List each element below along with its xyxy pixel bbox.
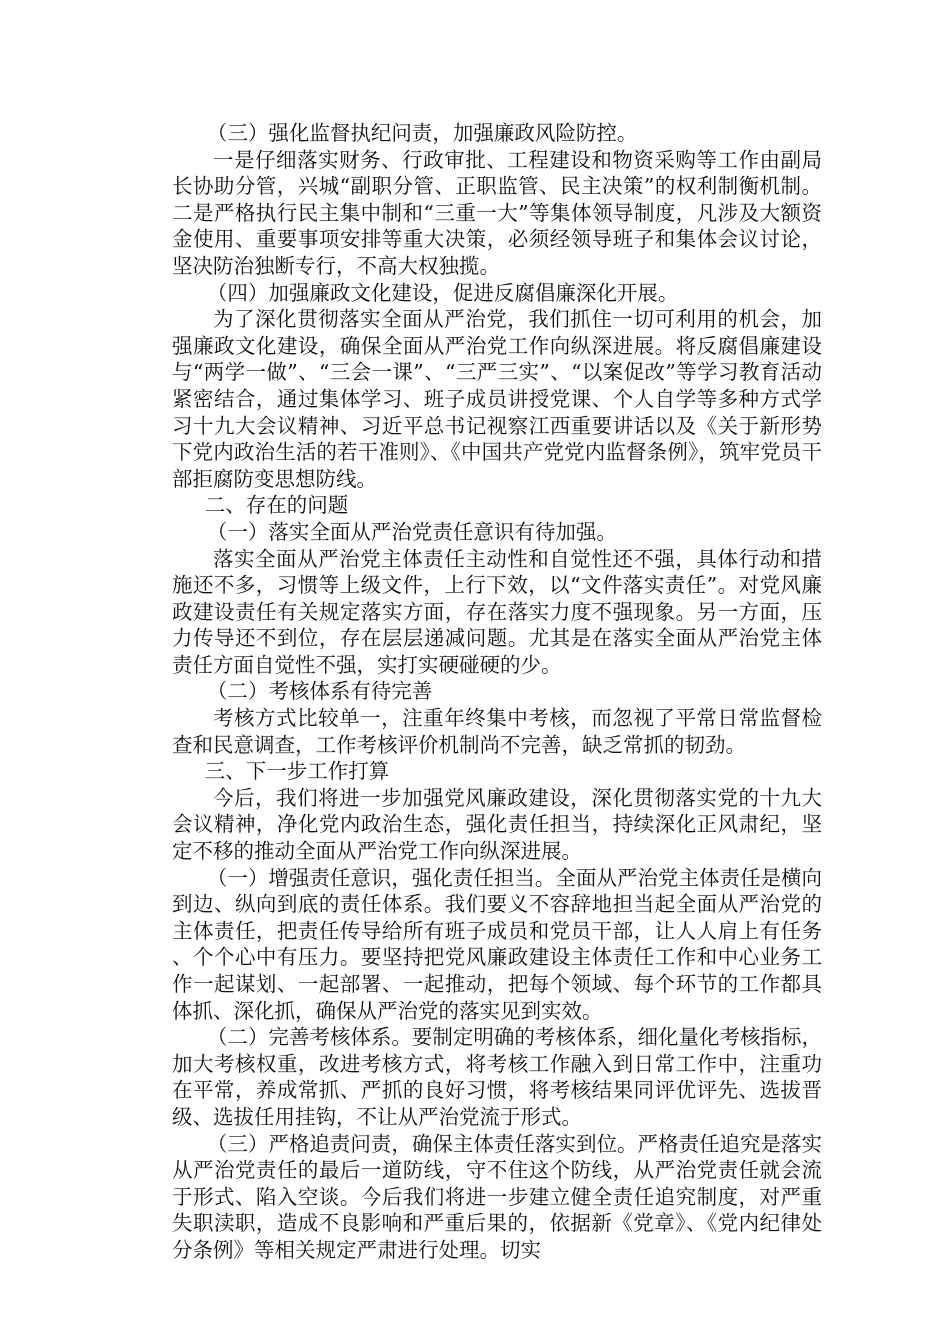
paragraph-strengthen-responsibility: （一）增强责任意识，强化责任担当。全面从严治党主体责任是横向到边、纵向到底的责任体系。我们要义不容辞地担当起全面从严治党的主体责任，把责任传导给所有班子成员和党员干部，让人人肩上有任务、个个心中有压力。要坚持把党风廉政建设主体责任工作和中心业务工作一起谋划、一起部署、一起推动，把每个领域、每个环节的工作都具体抓、深化抓，确保从严治党的落实见到实效。 [172,865,822,1023]
paragraph-assessment-system: 考核方式比较单一，注重年终集中考核，而忽视了平常日常监督检查和民意调查，工作考核评价机制尚不完善，缺乏常抓的韧劲。 [172,706,822,757]
paragraph-improve-assessment: （二）完善考核体系。要制定明确的考核体系，细化量化考核指标，加大考核权重，改进考核方式，将考核工作融入到日常工作中，注重功在平常，养成常抓、严抓的良好习惯，将考核结果同评优评先、选拔晋级、选拔任用挂钩，不让从严治党流于形式。 [172,1025,822,1129]
chapter-heading-next-steps: 三、下一步工作打算 [204,759,390,784]
chapter-heading-problems: 二、存在的问题 [204,493,349,518]
paragraph-integrity-culture: 为了深化贯彻落实全面从严治党，我们抓住一切可利用的机会，加强廉政文化建设，确保全面从严治党工作向纵深进展。将反腐倡廉建设与“两学一做”、“三会一课”、“三严三实”、“以案促改”等学习教育活动紧密结合，通过集体学习、班子成员讲授党课、个人自学等多种方式学习十九大会议精神、习近平总书记视察江西重要讲话以及《关于新形势下党内政治生活的若干准则》、《中国共产党党内监督条例》，筑牢党员干部拒腐防变思想防线。 [172,307,822,491]
paragraph-checks-balances: 一是仔细落实财务、行政审批、工程建设和物资采购等工作由副局长协助分管，兴城“副职分管、正职监管、民主决策”的权利制衡机制。二是严格执行民主集中制和“三重一大”等集体领导制度，凡涉及大额资金使用、重要事项安排等重大决策，必须经领导班子和集体会议讨论，坚决防治独断专行，不高大权独揽。 [172,147,822,278]
section-heading-responsibility-awareness: （一）落实全面从严治党责任意识有待加强。 [206,519,617,544]
paragraph-responsibility-awareness: 落实全面从严治党主体责任主动性和自觉性还不强，具体行动和措施还不多，习惯等上级文件，上行下效，以“文件落实责任”。对党风廉政建设责任有关规定落实方面，存在落实力度不强现象。另一方面，压力传导还不到位，存在层层递减问题。尤其是在落实全面从严治党主体责任方面自觉性不强，实打实硬碰硬的少。 [172,546,822,677]
paragraph-strict-accountability: （三）严格追责问责，确保主体责任落实到位。严格责任追究是落实从严治党责任的最后一道防线，守不住这个防线，从严治党责任就会流于形式、陷入空谈。今后我们将进一步建立健全责任追究制度，对严重失职渎职，造成不良影响和严重后果的，依据新《党章》、《党内纪律处分条例》等相关规定严肃进行处理。切实 [172,1131,822,1262]
section-heading-supervision: （三）强化监督执纪问责，加强廉政风险防控。 [206,121,638,145]
paragraph-next-steps-intro: 今后，我们将进一步加强党风廉政建设，深化贯彻落实党的十九大会议精神，净化党内政治生态，强化责任担当，持续深化正风肃纪，坚定不移的推动全面从严治党工作向纵深进展。 [172,785,822,864]
section-heading-integrity-culture: （四）加强廉政文化建设，促进反腐倡廉深化开展。 [206,280,679,305]
document-page [172,120,822,1264]
section-heading-assessment-system: （二）考核体系有待完善 [206,679,433,704]
